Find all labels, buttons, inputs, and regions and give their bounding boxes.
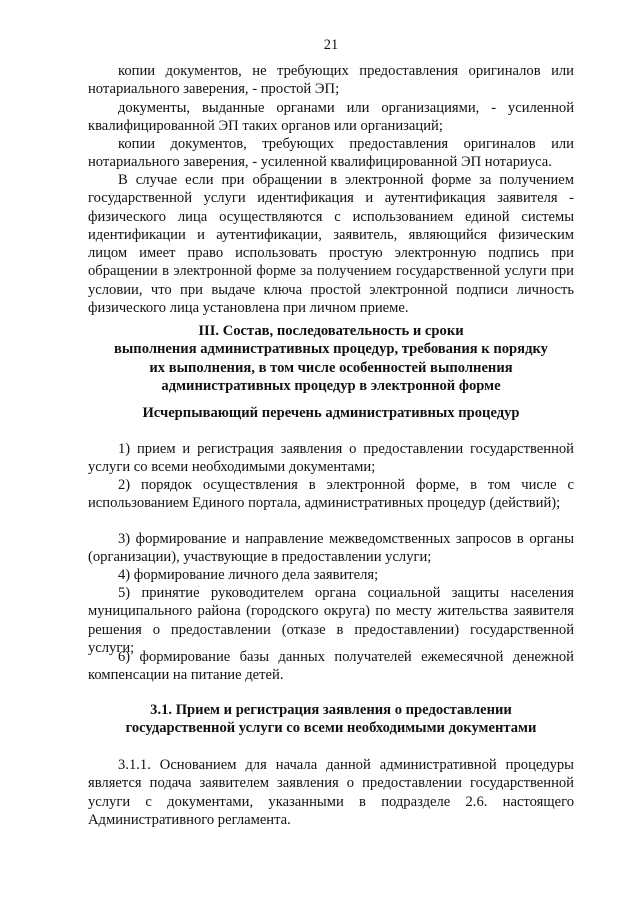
procedure-item: 4) формирование личного дела заявителя; [118,567,379,583]
procedure-item: 1) прием и регистрация заявления о предоставлении государственной услуги со всеми необходимыми документами; [88,441,574,476]
paragraph-simple-signature-condition: В случае если при обращении в электронной форме за получением государственной услуги идентификация и аутентификация заявителя - физического лица осуществляются с использованием единой системы идентификации и аутентификации, заявитель, являющийся физическим лицом имеет право использовать простую электронную подпись при обращении в электронной форме за получением государственной услуги при условии, что при выдаче ключа простой электронной подписи личность физического лица установлена при личном приеме. [88,172,574,317]
subsection-heading-line: государственной услуги со всеми необходимыми документами [125,720,537,737]
page-number: 21 [323,37,339,53]
procedure-item: 6) формирование базы данных получателей ежемесячной денежной компенсации на питание детей. [88,649,574,684]
procedure-item: 5) принятие руководителем органа социальной защиты населения муниципального района (городского округа) по месту жительства заявителя решения о предоставлении (отказе в предоставлении) государственной услуги; [88,585,574,656]
section-heading [88,322,574,395]
procedures-subheading: Исчерпывающий перечень административных процедур [142,405,520,421]
procedure-item: 2) порядок осуществления в электронной форме, в том числе с использованием Единого портала, административных процедур (действий); [88,477,574,512]
procedure-item: 3) формирование и направление межведомственных запросов в органы (организации), участвующие в предоставлении услуги; [88,531,574,566]
section-heading-line: их выполнения, в том числе особенностей выполнения [149,359,513,376]
paragraph-issued-documents: документы, выданные органами или организациями, - усиленной квалифицированной ЭП таких органов или организаций; [88,100,574,135]
section-heading-line: III. Состав, последовательность и сроки [198,323,464,339]
section-heading-line: выполнения административных процедур, требования к порядку [114,341,548,358]
paragraph-3-1-1: 3.1.1. Основанием для начала данной административной процедуры является подача заявителем заявления о предоставлении государственной услуги с документами, указанными в подразделе 2.6. настоящего Административного регламента. [88,757,574,828]
subsection-heading-line: 3.1. Прием и регистрация заявления о предоставлении [150,702,512,718]
paragraph-copies-with-originals: копии документов, требующих предоставления оригиналов или нотариального заверения, - усиленной квалифицированной ЭП нотариуса. [88,136,574,171]
paragraph-copies-no-originals: копии документов, не требующих предоставления оригиналов или нотариального заверения, - простой ЭП; [88,63,574,98]
subsection-heading [88,701,574,738]
section-heading-line: административных процедур в электронной форме [161,377,501,394]
